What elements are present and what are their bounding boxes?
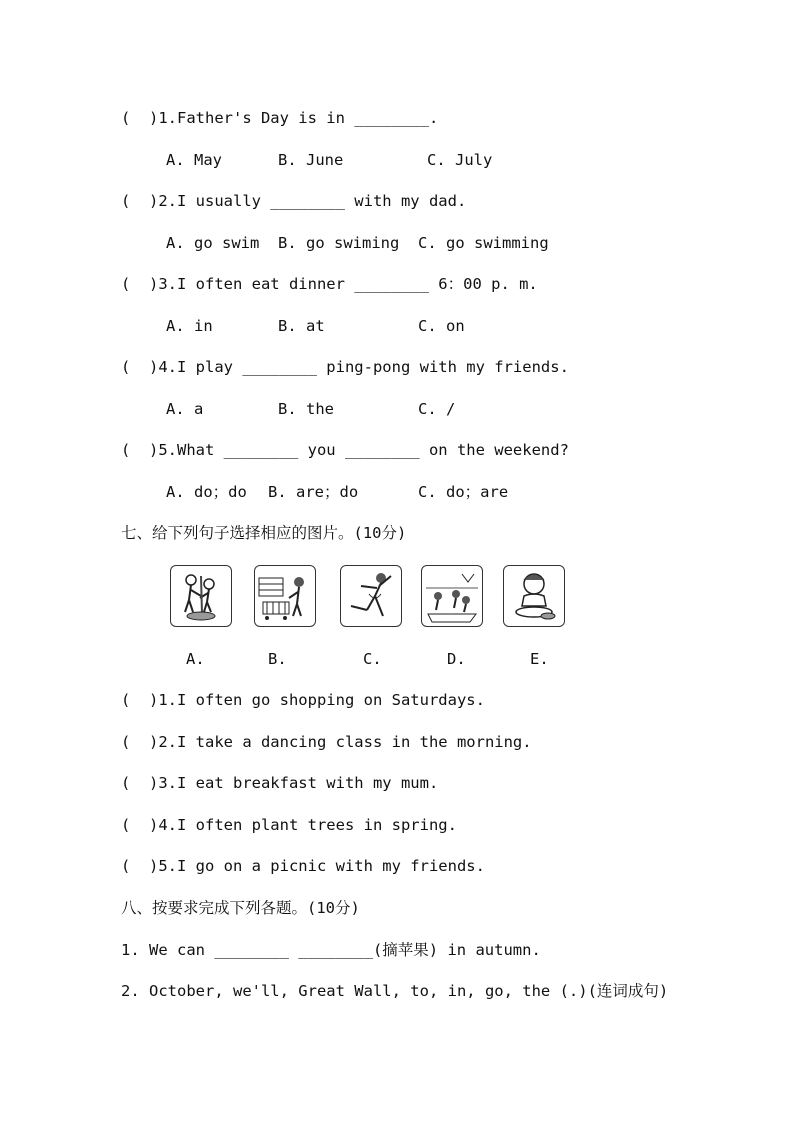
q2-option-b: B. go swiming [278,234,400,252]
picture-c-dancing [340,565,402,627]
question-1-stem: ( )1.Father's Day is in ________. [121,109,439,127]
picture-label-d: D. [447,650,466,668]
sentence-5: ( )5.I go on a picnic with my friends. [121,857,485,875]
question-2-stem: ( )2.I usually ________ with my dad. [121,192,467,210]
sentence-4: ( )4.I often plant trees in spring. [121,816,457,834]
q5-option-b: B. are；do [268,483,359,501]
q3-option-b: B. at [278,317,325,335]
section-7-heading: 七、给下列句子选择相应的图片。(10分) [121,524,407,542]
sentence-3: ( )3.I eat breakfast with my mum. [121,774,439,792]
q4-option-c: C. / [418,400,456,418]
q1-option-a: A. May [166,151,222,169]
q5-option-a: A. do；do [166,483,247,501]
section-8-item-1: 1. We can ________ ________(摘苹果) in autumn. [121,941,541,959]
q2-option-c: C. go swimming [418,234,549,252]
q1-option-c: C. July [427,151,493,169]
q1-option-b: B. June [278,151,344,169]
q5-option-c: C. do；are [418,483,509,501]
section-8-item-2: 2. October, we'll, Great Wall, to, in, go, the (.)(连词成句) [121,982,669,1000]
picture-label-a: A. [186,650,205,668]
q3-option-a: A. in [166,317,213,335]
q2-option-a: A. go swim [166,234,260,252]
picture-b-shopping [254,565,316,627]
picture-label-c: C. [363,650,382,668]
picture-label-b: B. [268,650,287,668]
picture-a-planting [170,565,232,627]
sentence-1: ( )1.I often go shopping on Saturdays. [121,691,485,709]
q3-option-c: C. on [418,317,465,335]
question-5-stem: ( )5.What ________ you ________ on the weekend? [121,441,569,459]
picture-e-breakfast [503,565,565,627]
question-4-stem: ( )4.I play ________ ping-pong with my friends. [121,358,569,376]
picture-d-picnic [421,565,483,627]
sentence-2: ( )2.I take a dancing class in the morning. [121,733,532,751]
q4-option-a: A. a [166,400,204,418]
picture-label-e: E. [530,650,549,668]
q4-option-b: B. the [278,400,334,418]
question-3-stem: ( )3.I often eat dinner ________ 6：00 p. m. [121,275,538,293]
section-8-heading: 八、按要求完成下列各题。(10分) [121,899,360,917]
